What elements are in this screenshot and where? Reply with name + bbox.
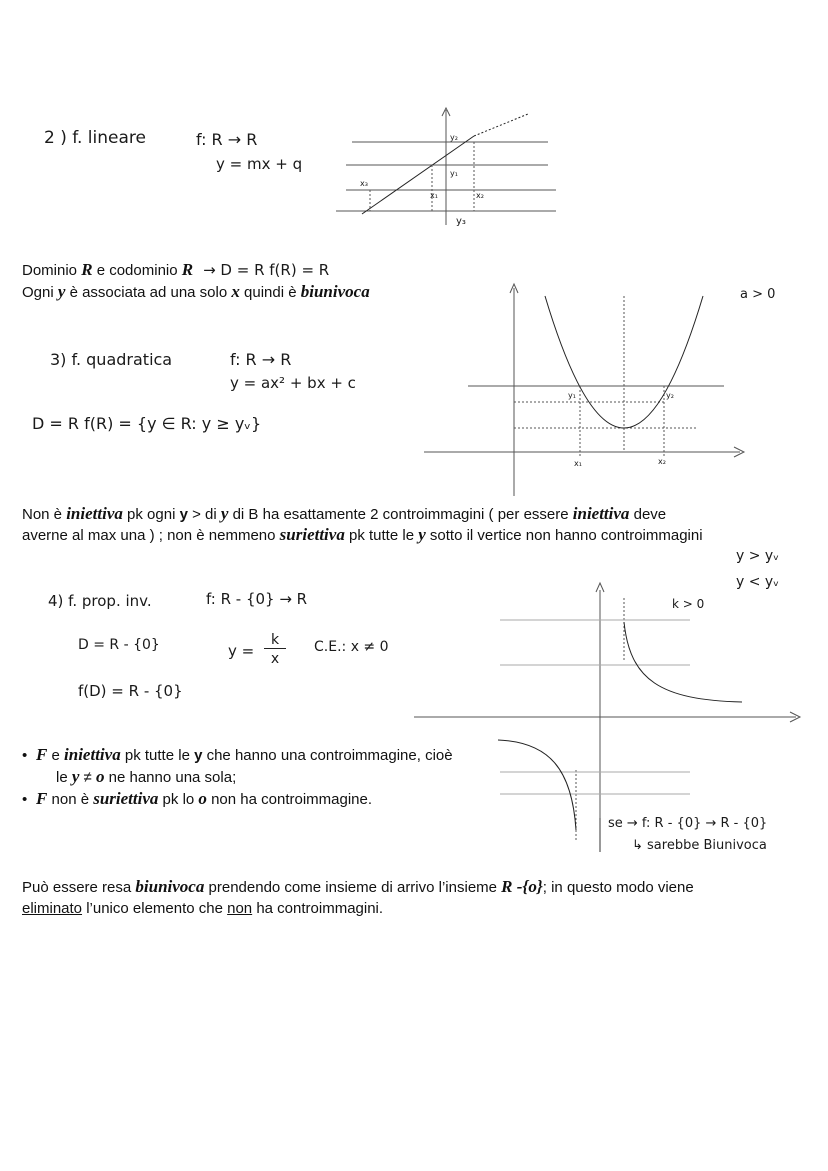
linear-label-y3: y₃ [456,216,466,227]
linear-label-y2: y₂ [450,133,458,142]
margin-note-2: y < yᵥ [736,574,780,590]
section3-range: D = R f(R) = {y ∈ R: y ≥ yᵥ} [32,414,262,433]
margin-note-1: y > yᵥ [736,548,780,564]
side-note-line1: se → f: R - {0} → R - {0} [608,816,768,831]
section4-formula-y: y = [228,642,255,660]
linear-label-x3: x₃ [360,179,368,188]
dominio-line: Dominio R e codominio R → D = R f(R) = R [22,260,330,279]
side-note-line2: ↳ sarebbe Biunivoca [632,838,767,853]
section3-title: 3) f. quadratica [50,350,173,369]
section4-formula-den: x [270,651,280,667]
paragraph1-line2: averne al max una ) ; non è nemmeno suriettiva pk tutte le y sotto il vertice non hanno controimmagini [22,525,703,544]
linear-label-y1: y₁ [450,169,458,178]
bullet-1-cont: le y ≠ o ne hanno una sola; [56,767,237,786]
section3-formula: y = ax² + bx + c [230,374,356,392]
hyperbola-branch-top [624,622,742,702]
section3-map: f: R → R [230,350,292,369]
section2-title: 2 ) f. lineare [44,128,146,148]
quadratic-label-x1: x₁ [574,459,582,468]
section4-formula-num: k [264,632,286,649]
conclusion-line2: eliminato l’unico elemento che non ha controimmagini. [22,900,384,917]
section2-formula: y = mx + q [216,155,303,173]
section4-domain: D = R - {0} [78,637,160,653]
hyperbola-branch-bottom [498,740,576,830]
section4-map: f: R - {0} → R [206,590,308,608]
paragraph1-line1: Non è iniettiva pk ogni y > di y di B ha esattamente 2 controimmagini ( per essere iniettiva deve [22,504,667,523]
section4-range: f(D) = R - {0} [78,682,183,700]
linear-label-x2: x₂ [476,191,484,200]
dominio-arrow-note: → D = R f(R) = R [203,261,330,279]
quadratic-label-x2: x₂ [658,457,666,466]
section2-map: f: R → R [196,130,258,149]
bullet-2: • F non è suriettiva pk lo o non ha controimmagine. [22,789,373,808]
quadratic-label-y2: y₂ [666,391,674,400]
section4-title: 4) f. prop. inv. [48,592,152,610]
hyperbola-note: k > 0 [672,597,705,611]
section4-condition: C.E.: x ≠ 0 [314,639,389,655]
quadratic-note: a > 0 [740,287,776,302]
bullet-1: • F e iniettiva pk tutte le y che hanno una controimmagine, cioè [22,745,453,764]
quadratic-label-y1: y₁ [568,391,576,400]
conclusion-line1: Può essere resa biunivoca prendendo come insieme di arrivo l’insieme R -{o}; in questo modo viene [22,877,694,896]
biunivoca-line: Ogni y è associata ad una solo x quindi è biunivoca [22,282,370,301]
linear-label-x1: x₁ [430,191,438,200]
